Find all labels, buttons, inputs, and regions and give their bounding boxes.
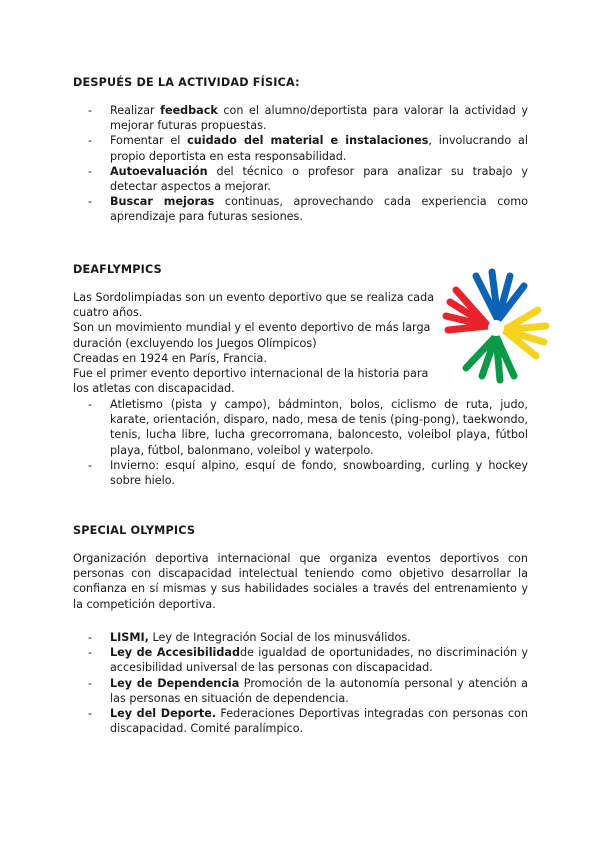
logo-red-hand	[446, 290, 488, 330]
logo-green-hand	[466, 336, 514, 380]
list-item: - Fomentar el cuidado del material e instalaciones, involucrando al propio deportista en esta responsabilidad.	[88, 134, 529, 163]
list-item: - Autoevaluación del técnico o profesor para analizar su trabajo y detectar aspectos a mejorar.	[88, 164, 528, 194]
list-item: - Realizar feedback con el alumno/deportista para valorar la actividad y mejorar futuras propuestas.	[88, 104, 528, 133]
section-heading-after-activity: DESPUÉS DE LA ACTIVIDAD FÍSICA:	[73, 76, 300, 89]
list-item: - Buscar mejoras continuas, aprovechando cada experiencia como aprendizaje para futuras sesiones.	[88, 195, 528, 224]
after-activity-list	[73, 103, 528, 225]
section-heading-deaflympics: DEAFLYMPICS	[73, 263, 162, 276]
deaflympics-intro	[73, 290, 435, 396]
deaflympics-logo-icon	[442, 268, 552, 384]
intro-line: Fue el primer evento deportivo internacional de la historia para los atletas con discapacidad.	[73, 367, 429, 396]
list-item: - Ley de Dependencia Promoción de la autonomía personal y atención a las personas en situación de dependencia.	[88, 676, 528, 705]
list-item: - Atletismo (pista y campo), bádminton, bolos, ciclismo de ruta, judo, karate, orientación, disparo, nado, mesa de tenis (ping-pong), taekwondo, tenis, lucha libre, lucha grecorromana, baloncesto, voleibol playa, fútbol playa, fútbol, balonmano, voleibol y waterpolo.	[88, 398, 528, 457]
deaflympics-sports-list	[73, 397, 528, 488]
intro-line: Creadas en 1924 en París, Francia.	[73, 351, 267, 365]
special-olympics-paragraph: Organización deportiva internacional que organiza eventos deportivos con personas con discapacidad intelectual teniendo como objetivo desarrollar la confianza en sí mismas y sus habilidades sociales a través del entrenamiento y la competición deportiva.	[73, 552, 528, 611]
laws-list	[73, 630, 528, 736]
intro-line: Son un movimiento mundial y el evento deportivo de más larga duración (excluyendo los Juegos Olímpicos)	[73, 321, 431, 350]
intro-line: Las Sordolimpiadas son un evento deportivo que se realiza cada cuatro años.	[73, 291, 435, 320]
list-item: - LISMI, Ley de Integración Social de los minusválidos.	[88, 631, 411, 644]
logo-blue-hand	[476, 272, 524, 320]
logo-center	[488, 320, 504, 336]
list-item: - Ley del Deporte. Federaciones Deportivas integradas con personas con discapacidad. Comité paralímpico.	[88, 707, 528, 736]
list-item: - Invierno: esquí alpino, esquí de fondo, snowboarding, curling y hockey sobre hielo.	[88, 458, 528, 488]
list-item: - Ley de Accesibilidadde igualdad de oportunidades, no discriminación y accesibilidad universal de las personas con discapacidad.	[88, 646, 528, 675]
logo-yellow-hand	[504, 310, 546, 356]
section-heading-special-olympics: SPECIAL OLYMPICS	[73, 524, 196, 537]
